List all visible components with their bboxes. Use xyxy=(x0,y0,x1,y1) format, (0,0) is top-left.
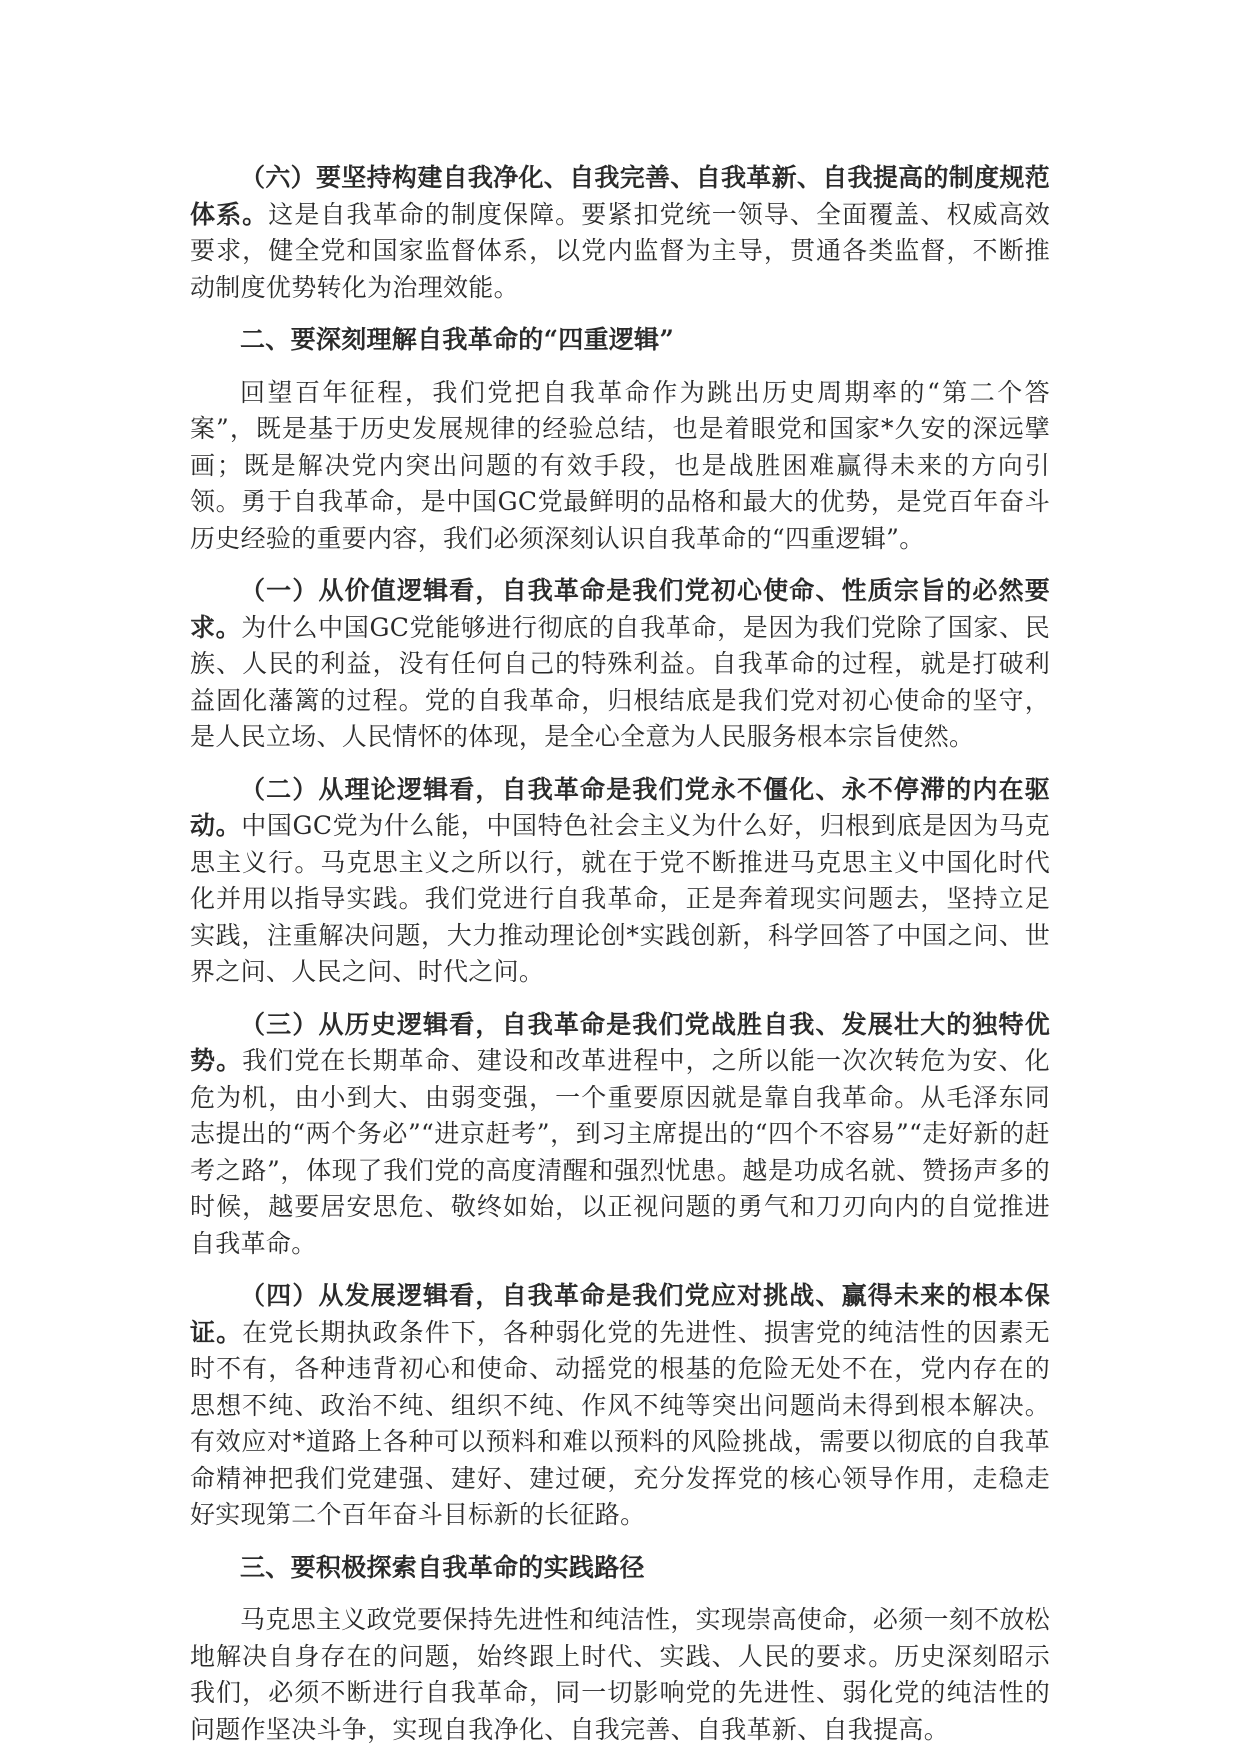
paragraph-lead: （二）从理论逻辑看，自我革命是我们党永不僵化、永不停滞的内在驱动。 xyxy=(190,774,1050,840)
paragraph-lead: （四）从发展逻辑看，自我革命是我们党应对挑战、赢得未来的根本保证。 xyxy=(190,1281,1050,1347)
paragraph-body: 中国GC党为什么能，中国特色社会主义为什么好，归根到底是因为马克思主义行。马克思主义之所以行，就在于党不断推进马克思主义中国化时代化并用以指导实践。我们党进行自我革命，正是奔着现实问题去，坚持立足实践，注重解决问题，大力推动理论创*实践创新，科学回答了中国之问、世界之问、人民之问、时代之问。 xyxy=(190,811,1051,986)
paragraph-body: 这是自我革命的制度保障。要紧扣党统一领导、全面覆盖、权威高效要求，健全党和国家监督体系，以党内监督为主导，贯通各类监督，不断推动制度优势转化为治理效能。 xyxy=(190,199,1050,302)
paragraph-development-logic xyxy=(190,1278,1050,1534)
paragraph-theory-logic xyxy=(190,772,1050,991)
section-heading-practice-path: 三、要积极探索自我革命的实践路径 xyxy=(240,1552,645,1582)
paragraph-body: 回望百年征程，我们党把自我革命作为跳出历史周期率的“第二个答案”，既是基于历史发展规律的经验总结，也是着眼党和国家*久安的深远擘画；既是解决党内突出问题的有效手段，也是战胜困难赢得未来的方向引领。勇于自我革命，是中国GC党最鲜明的品格和最大的优势，是党百年奋斗历史经验的重要内容，我们必须深刻认识自我革命的“四重逻辑”。 xyxy=(190,377,1050,553)
paragraph-body: 在党长期执政条件下，各种弱化党的先进性、损害党的纯洁性的因素无时不有，各种违背初心和使命、动摇党的根基的危险无处不在，党内存在的思想不纯、政治不纯、组织不纯、作风不纯等突出问题尚未得到根本解决。有效应对*道路上各种可以预料和难以预料的风险挑战，需要以彻底的自我革命精神把我们党建强、建好、建过硬，充分发挥党的核心领导作用，走稳走好实现第二个百年奋斗目标新的长征路。 xyxy=(190,1317,1050,1529)
paragraph-lead: （一）从价值逻辑看，自我革命是我们党初心使命、性质宗旨的必然要求。 xyxy=(190,576,1050,642)
paragraph-lead: （六）要坚持构建自我净化、自我完善、自我革新、自我提高的制度规范体系。 xyxy=(190,163,1050,229)
paragraph-six-institutional-norms xyxy=(190,160,1050,306)
paragraph-body: 马克思主义政党要保持先进性和纯洁性，实现崇高使命，必须一刻不放松地解决自身存在的问题，始终跟上时代、实践、人民的要求。历史深刻昭示我们，必须不断进行自我革命，同一切影响党的先进性、弱化党的纯洁性的问题作坚决斗争，实现自我净化、自我完善、自我革新、自我提高。 xyxy=(190,1605,1050,1744)
document-page xyxy=(190,160,1050,1764)
paragraph-value-logic xyxy=(190,573,1050,756)
section-heading-four-logics: 二、要深刻理解自我革命的“四重逻辑” xyxy=(240,325,675,354)
paragraph-lead: （三）从历史逻辑看，自我革命是我们党战胜自我、发展壮大的独特优势。 xyxy=(190,1009,1050,1075)
paragraph-looking-back xyxy=(190,375,1050,558)
paragraph-body: 我们党在长期革命、建设和改革进程中，之所以能一次次转危为安、化危为机，由小到大、由弱变强，一个重要原因就是靠自我革命。从毛泽东同志提出的“两个务必”“进京赶考”，到习主席提出的“四个不容易”“走好新的赶考之路”，体现了我们党的高度清醒和强烈忧患。越是功成名就、赞扬声多的时候，越要居安思危、敬终如始，以正视问题的勇气和刀刃向内的自觉推进自我革命。 xyxy=(190,1046,1050,1258)
paragraph-marxist-party xyxy=(190,1602,1050,1748)
paragraph-body: 为什么中国GC党能够进行彻底的自我革命，是因为我们党除了国家、民族、人民的利益，没有任何自己的特殊利益。自我革命的过程，就是打破利益固化藩篱的过程。党的自我革命，归根结底是我们党对初心使命的坚守，是人民立场、人民情怀的体现，是全心全意为人民服务根本宗旨使然。 xyxy=(190,612,1051,751)
paragraph-history-logic xyxy=(190,1007,1050,1263)
